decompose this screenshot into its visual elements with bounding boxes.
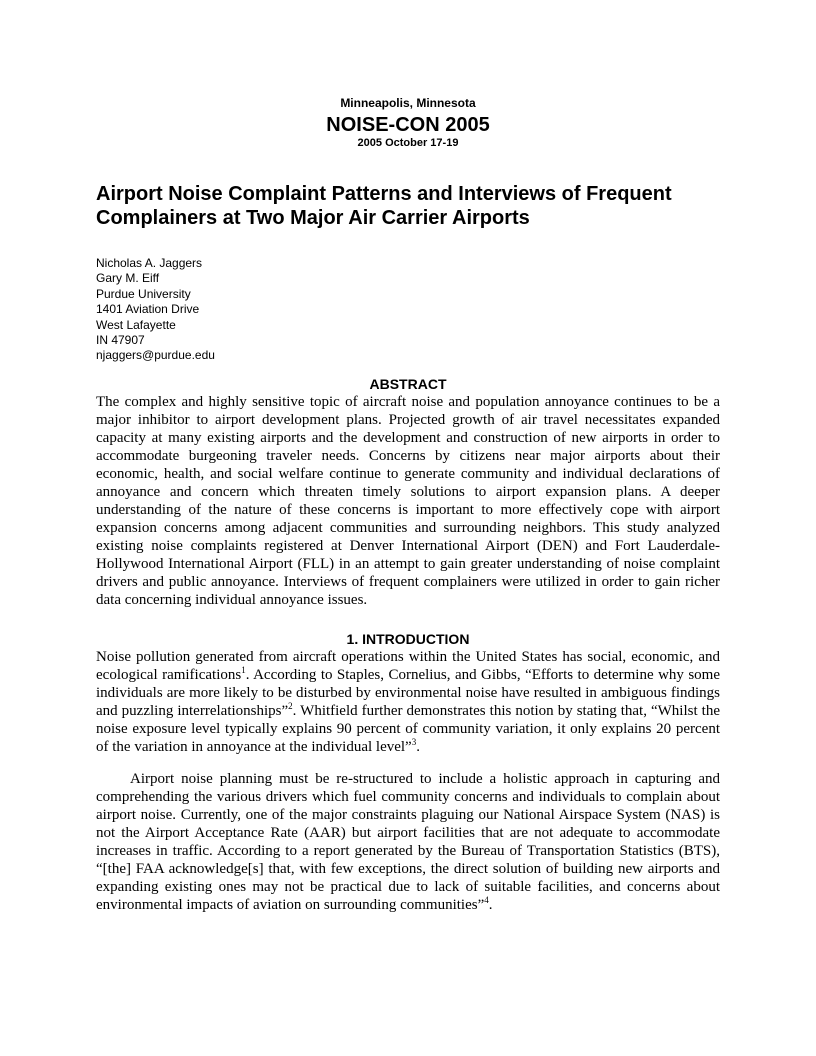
citation-ref: 3 (411, 737, 417, 747)
citation-ref: 4 (484, 895, 489, 905)
author-name: Gary M. Eiff (96, 271, 160, 286)
conference-date: 2005 October 17-19 (357, 137, 459, 149)
conference-name: NOISE-CON 2005 (326, 114, 490, 136)
intro-p1-text: . (416, 739, 420, 755)
citation-ref: 1 (241, 665, 246, 675)
conference-city: Minneapolis, Minnesota (340, 96, 476, 110)
intro-p1-text: . Whitfield further demonstrates this notion by stating that, “Whilst the noise exposure level typically explains 90 percent of community variation, it only explains 20 percent of the variation in annoyance at the individual level” (96, 703, 720, 755)
author-street: 1401 Aviation Drive (96, 302, 200, 317)
paper-title: Airport Noise Complaint Patterns and Interviews of Frequent Complainers at Two Major Air Carrier Airports (96, 183, 672, 229)
author-name: Nicholas A. Jaggers (96, 256, 203, 270)
author-block (96, 256, 215, 364)
introduction-paragraph-1 (96, 648, 720, 756)
intro-p1-text: . According to Staples, Cornelius, and Gibbs, “Efforts to determine why some individuals are more likely to be disturbed by environmental noise have resulted in ambiguous findings and puzzling interrelationships” (96, 667, 720, 719)
intro-p2-text: Airport noise planning must be re-structured to include a holistic approach in capturing and comprehending the various drivers which fuel community concerns and individuals to complain about airport noise. Currently, one of the major constraints plaguing our National Airspace System (NAS) is not the Airport Acceptance Rate (AAR) but airport facilities that are not adequate to accommodate increases in traffic. According to a report generated by the Bureau of Transportation Statistics (BTS), “[the] FAA acknowledge[s] that, with few exceptions, the direct solution of building new airports and expanding existing ones may not be practical due to lack of suitable facilities, and concerns about environmental impacts of aviation on surrounding communities” (96, 771, 720, 913)
author-state-zip: IN 47907 (96, 333, 145, 348)
intro-p1-text: Noise pollution generated from aircraft operations within the United States has social, economic, and ecological ramifications (96, 649, 720, 683)
introduction-paragraph-2 (96, 770, 720, 914)
introduction-heading: 1. INTRODUCTION (346, 631, 470, 647)
abstract-heading: ABSTRACT (369, 376, 447, 392)
author-email: njaggers@purdue.edu (96, 348, 215, 363)
author-affiliation: Purdue University (96, 286, 191, 301)
author-city: West Lafayette (96, 317, 176, 332)
abstract-text: The complex and highly sensitive topic of aircraft noise and population annoyance continues to be a major inhibitor to airport development plans. Projected growth of air travel necessitates expanded capacity at many existing airports and the development and construction of new airports in order to accommodate burgeoning traveler needs. Concerns by citizens near major airports about their economic, health, and social welfare continue to generate community and individual declarations of annoyance and concern which threaten timely solutions to airport expansion plans. A deeper understanding of the nature of these concerns is important to more effectively cope with airport expansion concerns among adjacent communities and surrounding neighbors. This study analyzed existing noise complaints registered at Denver International Airport (DEN) and Fort Lauderdale-Hollywood International Airport (FLL) in an attempt to gain greater understanding of noise complaint drivers and public annoyance. Interviews of frequent complainers were utilized in order to gain richer data concerning individual annoyance issues. (96, 394, 720, 608)
citation-ref: 2 (288, 701, 293, 711)
intro-p2-text: . (488, 897, 493, 913)
